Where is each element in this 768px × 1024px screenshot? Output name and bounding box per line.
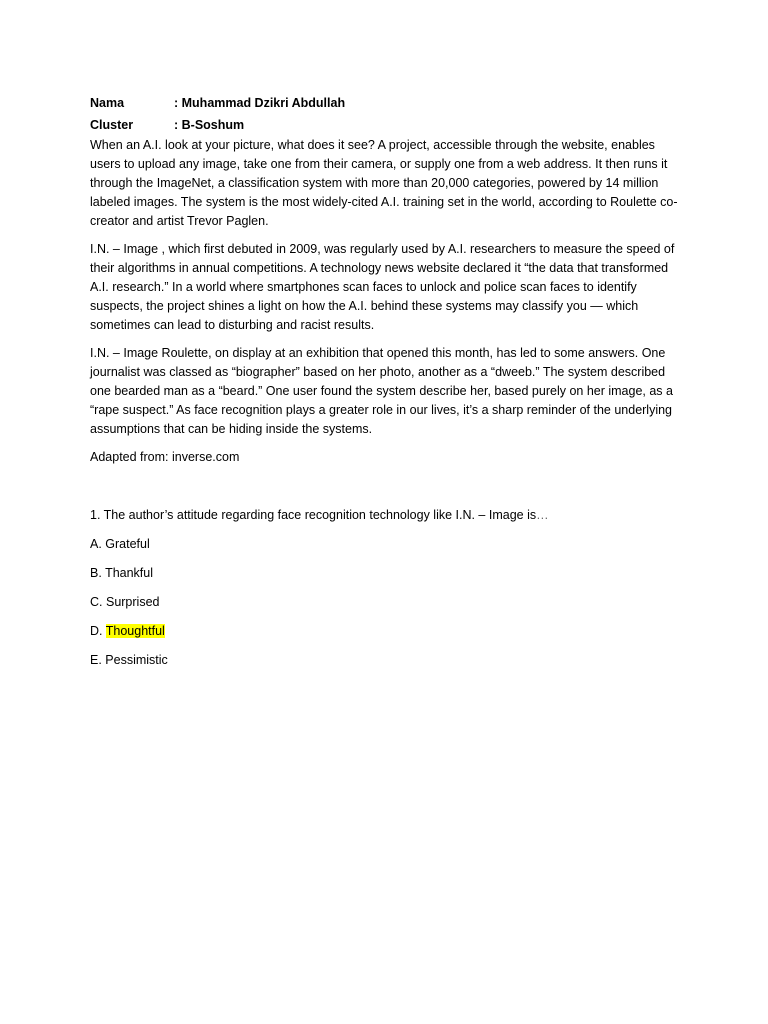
- paragraph-1: When an A.I. look at your picture, what does it see? A project, accessible through the website, enables users to upload any image, take one from their camera, or supply one from a web address. It then runs it through the ImageNet, a classification system with more than 20,000 categories, powered by 14 million labeled images. The system is the most widely-cited A.I. training set in the world, according to Roulette co-creator and artist Trevor Paglen.: [90, 138, 678, 228]
- paragraph-3: I.N. – Image Roulette, on display at an exhibition that opened this month, has led to some answers. One journalist was classed as “biographer” based on her photo, another as a “dweeb.” The system described one bearded man as a “beard.” One user found the system describe her, based purely on her image, as a “rape suspect.” As face recognition plays a greater role in our lives, it’s a sharp reminder of the underlying assumptions that can be hiding inside the systems.: [90, 346, 673, 436]
- question-stem: 1. The author’s attitude regarding face recognition technology like I.N. – Image is: [90, 508, 537, 522]
- cluster-value: : B-Soshum: [174, 118, 245, 132]
- document-page: [90, 92, 680, 680]
- option-text-highlighted: Thoughtful: [105, 624, 165, 638]
- option-b: [90, 564, 680, 583]
- option-d: [90, 622, 680, 641]
- option-text: Grateful: [105, 537, 150, 551]
- cluster-row: [90, 114, 680, 136]
- option-text: Thankful: [105, 566, 154, 580]
- option-letter: B.: [90, 566, 106, 580]
- source-citation: Adapted from: inverse.com: [90, 450, 240, 464]
- name-label: Nama: [90, 96, 125, 110]
- option-text: Surprised: [105, 595, 160, 609]
- option-a: [90, 535, 680, 554]
- question-text: [90, 506, 680, 525]
- option-letter: E.: [90, 653, 106, 667]
- option-letter: A.: [90, 537, 106, 551]
- name-row: [90, 92, 680, 114]
- option-c: [90, 593, 680, 612]
- option-text: Pessimistic: [105, 653, 168, 667]
- option-e: [90, 651, 680, 670]
- question-ellipsis: …: [536, 508, 549, 522]
- name-value: : Muhammad Dzikri Abdullah: [174, 96, 346, 110]
- option-letter: D.: [90, 624, 106, 638]
- paragraph-2: I.N. – Image , which first debuted in 2009, was regularly used by A.I. researchers to measure the speed of their algorithms in annual competitions. A technology news website declared it “the data that transformed A.I. research.” In a world where smartphones scan faces to unlock and police scan faces to identify suspects, the project shines a light on how the A.I. behind these systems may classify you — which sometimes can lead to disturbing and racist results.: [90, 242, 675, 332]
- cluster-label: Cluster: [90, 118, 134, 132]
- option-letter: C.: [90, 595, 106, 609]
